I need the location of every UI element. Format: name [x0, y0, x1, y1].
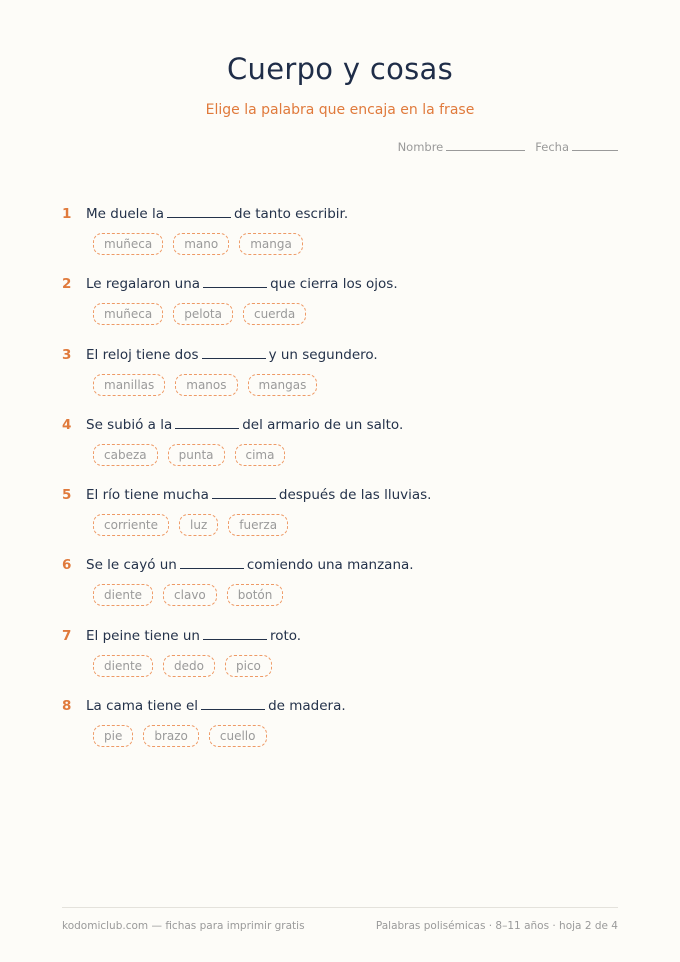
- answer-option[interactable]: pie: [93, 725, 133, 747]
- sentence-before-blank: El reloj tiene dos: [86, 346, 199, 363]
- sentence-after-blank: roto.: [269, 627, 302, 644]
- page-subtitle: Elige la palabra que encaja en la frase: [205, 102, 475, 118]
- exercise-item: [62, 627, 622, 697]
- answer-option[interactable]: clavo: [163, 584, 217, 606]
- exercise-number: 4: [62, 416, 72, 433]
- answer-blank[interactable]: [202, 346, 266, 359]
- answer-options: [93, 374, 622, 396]
- exercise-item: [62, 416, 622, 486]
- answer-blank[interactable]: [201, 697, 265, 710]
- sentence-before-blank: Se subió a la: [86, 416, 173, 433]
- exercise-number: 7: [62, 627, 72, 644]
- answer-option[interactable]: manos: [175, 374, 237, 396]
- answer-option[interactable]: luz: [179, 514, 218, 536]
- exercise-sentence: [62, 416, 622, 437]
- footer-site: kodomiclub.com — fichas para imprimir gratis: [62, 920, 305, 932]
- answer-blank[interactable]: [180, 556, 244, 569]
- sentence-after-blank: comiendo una manzana.: [246, 557, 414, 574]
- answer-options: [93, 725, 622, 747]
- answer-blank[interactable]: [203, 275, 267, 288]
- exercise-number: 1: [62, 206, 72, 222]
- footer-divider: [62, 907, 618, 908]
- answer-option[interactable]: cabeza: [93, 444, 158, 466]
- exercise-number: 2: [62, 276, 72, 293]
- exercise-item: [62, 346, 622, 416]
- exercise-number: 6: [62, 557, 72, 574]
- sentence-before-blank: Me duele la: [86, 206, 165, 222]
- answer-option[interactable]: brazo: [143, 725, 199, 747]
- name-label: Nombre: [397, 140, 444, 154]
- exercise-item: [62, 275, 622, 345]
- sentence-before-blank: El río tiene mucha: [86, 487, 209, 504]
- exercise-list: [62, 205, 622, 767]
- answer-option[interactable]: cuerda: [243, 303, 306, 325]
- answer-option[interactable]: manillas: [93, 374, 165, 396]
- sentence-after-blank: que cierra los ojos.: [270, 276, 398, 293]
- answer-option[interactable]: diente: [93, 584, 153, 606]
- answer-options: [93, 514, 622, 536]
- exercise-sentence: [62, 346, 622, 367]
- answer-option[interactable]: cima: [235, 444, 286, 466]
- exercise-item: [62, 205, 622, 275]
- exercise-number: 5: [62, 487, 72, 504]
- exercise-item: [62, 486, 622, 556]
- name-date-fields: [398, 139, 618, 154]
- answer-option[interactable]: botón: [227, 584, 284, 606]
- answer-blank[interactable]: [167, 205, 231, 218]
- answer-blank[interactable]: [212, 486, 276, 499]
- exercise-sentence: [62, 486, 622, 507]
- answer-option[interactable]: diente: [93, 655, 153, 677]
- answer-option[interactable]: mangas: [248, 374, 318, 396]
- exercise-sentence: [62, 275, 622, 296]
- answer-options: [93, 233, 622, 255]
- sentence-after-blank: de tanto escribir.: [234, 206, 349, 222]
- answer-option[interactable]: corriente: [93, 514, 169, 536]
- answer-options: [93, 655, 622, 677]
- answer-option[interactable]: dedo: [163, 655, 215, 677]
- answer-option[interactable]: muñeca: [93, 233, 163, 255]
- exercise-sentence: [62, 697, 622, 718]
- sentence-before-blank: La cama tiene el: [86, 698, 199, 715]
- answer-option[interactable]: cuello: [209, 725, 267, 747]
- sentence-after-blank: después de las lluvias.: [278, 487, 432, 504]
- answer-option[interactable]: manga: [239, 233, 303, 255]
- answer-blank[interactable]: [203, 627, 267, 640]
- answer-option[interactable]: muñeca: [93, 303, 163, 325]
- answer-option[interactable]: punta: [168, 444, 225, 466]
- date-label: Fecha: [535, 140, 569, 154]
- date-line[interactable]: [572, 139, 618, 151]
- answer-options: [93, 584, 622, 606]
- exercise-number: 8: [62, 698, 72, 715]
- sentence-after-blank: de madera.: [268, 698, 346, 715]
- exercise-number: 3: [62, 346, 72, 363]
- answer-options: [93, 303, 622, 325]
- sentence-before-blank: El peine tiene un: [86, 627, 200, 644]
- answer-option[interactable]: mano: [173, 233, 229, 255]
- answer-blank[interactable]: [175, 416, 239, 429]
- answer-option[interactable]: pico: [225, 655, 272, 677]
- sentence-before-blank: Se le cayó un: [86, 557, 177, 574]
- sentence-before-blank: Le regalaron una: [86, 276, 201, 293]
- exercise-item: [62, 556, 622, 626]
- sentence-after-blank: del armario de un salto.: [242, 416, 404, 433]
- exercise-item: [62, 697, 622, 767]
- page-title: Cuerpo y cosas: [226, 52, 454, 86]
- exercise-sentence: [62, 627, 622, 648]
- answer-option[interactable]: pelota: [173, 303, 233, 325]
- footer-info: Palabras polisémicas · 8–11 años · hoja 2 de 4: [375, 920, 618, 932]
- sentence-after-blank: y un segundero.: [268, 346, 378, 363]
- name-line[interactable]: [446, 139, 525, 151]
- answer-option[interactable]: fuerza: [228, 514, 288, 536]
- answer-options: [93, 444, 622, 466]
- exercise-sentence: [62, 205, 622, 226]
- exercise-sentence: [62, 556, 622, 577]
